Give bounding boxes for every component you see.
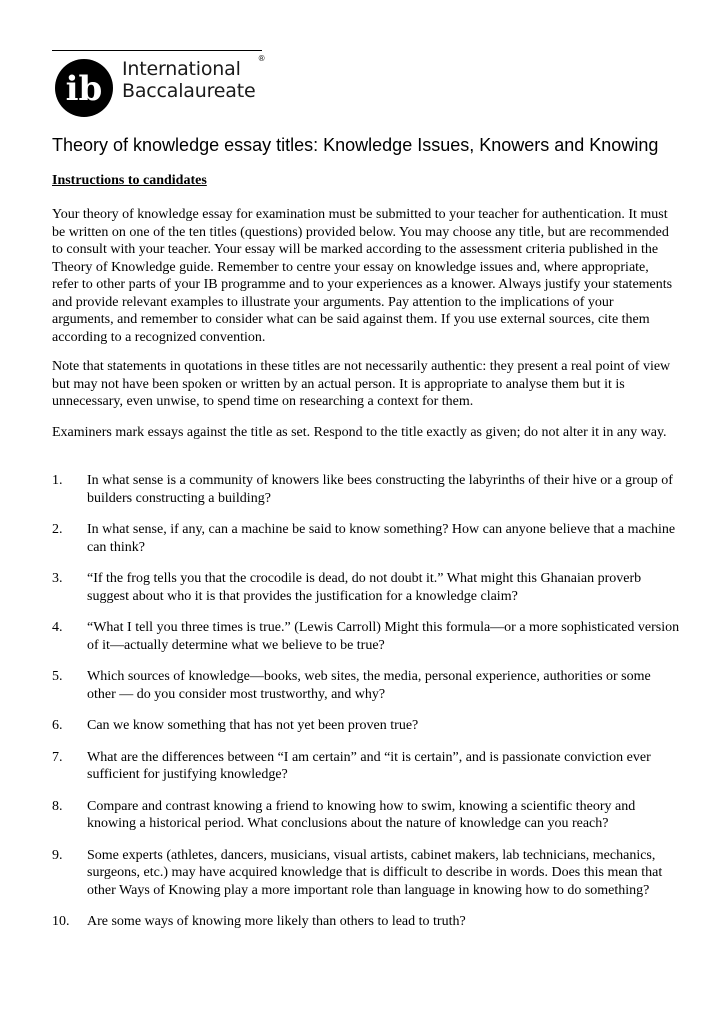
- list-item-number: 2.: [52, 522, 63, 537]
- list-item: [52, 847, 682, 900]
- list-item: [52, 798, 682, 833]
- list-item-text: Compare and contrast knowing a friend to knowing how to swim, knowing a scientific theory and knowing a historical period. What conclusions about the nature of knowledge can you reach?: [87, 798, 636, 831]
- list-item-number: 8.: [52, 798, 63, 814]
- list-item-text: “What I tell you three times is true.” (Lewis Carroll) Might this formula—or a more sophisticated version of it—actually determine what we believe to be true?: [87, 620, 680, 653]
- instructions-heading: Instructions to candidates: [52, 173, 207, 188]
- logo-line-1: International: [122, 58, 241, 80]
- list-item: [52, 619, 682, 654]
- page-title: Theory of knowledge essay titles: Knowledge Issues, Knowers and Knowing: [52, 135, 659, 155]
- logo-mark-letters: ib: [65, 69, 103, 109]
- list-item-text: Which sources of knowledge—books, web sites, the media, personal experience, authorities or some other — do you consider most trustworthy, and why?: [87, 669, 651, 702]
- list-item-text: In what sense is a community of knowers like bees constructing the labyrinths of their hive or a group of builders constructing a building?: [87, 473, 673, 506]
- list-item-number: 4.: [52, 620, 63, 635]
- instructions-paragraph-2: Note that statements in quotations in these titles are not necessarily authentic: they present a real point of view but may not have been spoken or written by an actual person. It is appropriate to analyse them but it is unnecessary, even unwise, to spend time on researching a context for them.: [52, 359, 671, 409]
- list-item: [52, 749, 682, 784]
- list-item: [52, 472, 682, 507]
- list-item-number: 6.: [52, 718, 63, 733]
- list-item: [52, 570, 682, 605]
- list-item-text: Can we know something that has not yet been proven true?: [87, 718, 419, 733]
- list-item-number: 7.: [52, 749, 63, 765]
- list-item: [52, 668, 682, 703]
- list-item-text: Are some ways of knowing more likely than others to lead to truth?: [87, 914, 466, 929]
- list-item-number: 1.: [52, 473, 63, 488]
- list-item-text: “If the frog tells you that the crocodile is dead, do not doubt it.” What might this Ghanaian proverb suggest about who it is that provides the justification for a knowledge claim?: [87, 571, 642, 604]
- list-item-number: 10.: [52, 914, 70, 929]
- list-item: [52, 913, 682, 931]
- list-item-text: In what sense, if any, can a machine be said to know something? How can anyone believe that a machine can think?: [87, 522, 676, 555]
- list-item-text: Some experts (athletes, dancers, musicians, visual artists, cabinet makers, lab technicians, mechanics, surgeons, etc.) may have acquired knowledge that is difficult to describe in words. Does this mean that other Ways of Knowing play a more important role than language in knowing how to do something?: [87, 847, 663, 898]
- list-item-number: 5.: [52, 669, 63, 684]
- list-item-number: 3.: [52, 571, 63, 586]
- list-item: [52, 521, 682, 556]
- logo-wordmark: [122, 54, 266, 102]
- instructions-paragraph-3: Examiners mark essays against the title as set. Respond to the title exactly as given; do not alter it in any way.: [52, 425, 667, 440]
- ib-logo: [52, 50, 264, 116]
- instructions-paragraph-1: Your theory of knowledge essay for examination must be submitted to your teacher for authentication. It must be written on one of the ten titles (questions) provided below. You may choose any title, but are recommended to consult with your teacher. Your essay will be marked according to the assessment criteria published in the Theory of Knowledge guide. Remember to centre your essay on knowledge issues and, where appropriate, refer to other parts of your IB programme and to your experiences as a knower. Always justify your statements and provide relevant examples to illustrate your arguments. Pay attention to the implications of your arguments, and remember to consider what can be said against them. If you use external sources, cite them according to a recognized convention.: [52, 207, 673, 345]
- essay-titles-list: [52, 472, 682, 931]
- ib-logo-icon: [54, 58, 114, 118]
- registered-mark: ®: [257, 54, 266, 63]
- list-item-text: What are the differences between “I am certain” and “it is certain”, and is passionate conviction ever sufficient for justifying knowledge?: [87, 749, 651, 782]
- logo-rule: [52, 50, 262, 51]
- list-item: [52, 717, 682, 735]
- logo-line-2: Baccalaureate: [122, 80, 256, 102]
- list-item-number: 9.: [52, 847, 63, 863]
